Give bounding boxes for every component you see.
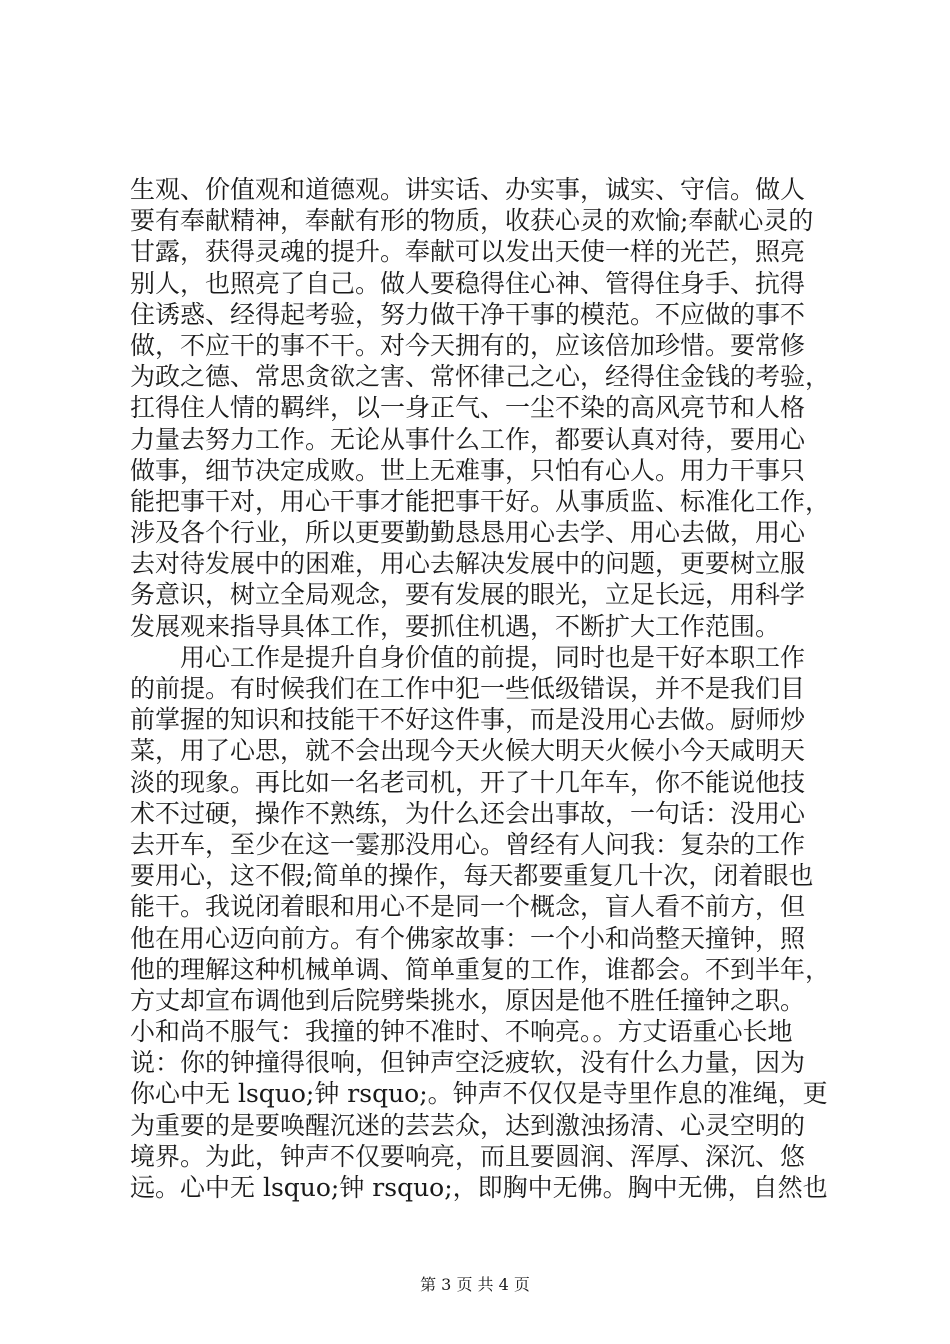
text-line: 能干。我说闭着眼和用心不是同一个概念，盲人看不前方，但 — [130, 892, 806, 922]
text-line: 做事，细节决定成败。世上无难事，只怕有心人。用力干事只 — [130, 455, 806, 485]
text-line: 说：你的钟撞得很响，但钟声空泛疲软，没有什么力量，因为 — [130, 1048, 806, 1078]
text-line: 务意识，树立全局观念，要有发展的眼光，立足长远，用科学 — [130, 580, 806, 610]
text-line: 涉及各个行业，所以更要勤勤恳恳用心去学、用心去做，用心 — [130, 518, 806, 548]
text-line: 的前提。有时候我们在工作中犯一些低级错误，并不是我们目 — [130, 674, 806, 703]
text-line: 甘露，获得灵魂的提升。奉献可以发出天使一样的光芒，照亮 — [130, 237, 806, 267]
text-line: 远。心中无 lsquo;钟 rsquo;，即胸中无佛。胸中无佛，自然也 — [130, 1173, 828, 1202]
text-line: 生观、价值观和道德观。讲实话、办实事，诚实、守信。做人 — [130, 175, 806, 204]
text-line: 为重要的是要唤醒沉迷的芸芸众，达到激浊扬清、心灵空明的 — [130, 1110, 806, 1140]
text-line: 发展观来指导具体工作，要抓住机遇，不断扩大工作范围。 — [130, 611, 781, 641]
text-line: 要用心，这不假;简单的操作，每天都要重复几十次，闭着眼也 — [130, 861, 814, 891]
page-number-footer: 第 3 页 共 4 页 — [420, 1275, 530, 1294]
text-line: 菜，用了心思，就不会出现今天火候大明天火候小今天咸明天 — [130, 736, 806, 766]
text-line: 你心中无 lsquo;钟 rsquo;。钟声不仅仅是寺里作息的准绳，更 — [130, 1079, 828, 1109]
body-text — [130, 174, 850, 1203]
text-line: 住诱惑、经得起考验，努力做干净干事的模范。不应做的事不 — [130, 299, 806, 329]
text-line: 力量去努力工作。无论从事什么工作，都要认真对待，要用心 — [130, 424, 806, 454]
text-line: 他的理解这种机械单调、简单重复的工作，谁都会。不到半年， — [130, 954, 831, 984]
text-line: 小和尚不服气：我撞的钟不准时、不响亮。。方丈语重心长地 — [130, 1017, 793, 1047]
text-line: 前掌握的知识和技能干不好这件事，而是没用心去做。厨师炒 — [130, 705, 806, 735]
text-line: 做，不应干的事不干。对今天拥有的，应该倍加珍惜。要常修 — [130, 330, 806, 360]
text-line: 去对待发展中的困难，用心去解决发展中的问题，更要树立服 — [130, 549, 806, 579]
text-line: 淡的现象。再比如一名老司机，开了十几年车，你不能说他技 — [130, 767, 806, 797]
text-line: 方丈却宣布调他到后院劈柴挑水，原因是他不胜任撞钟之职。 — [130, 985, 806, 1015]
text-line: 为政之德、常思贪欲之害、常怀律己之心，经得住金钱的考验， — [130, 362, 831, 392]
text-line: 境界。为此，钟声不仅要响亮，而且要圆润、浑厚、深沉、悠 — [130, 1141, 806, 1171]
text-line: 去开车，至少在这一霎那没用心。曾经有人问我：复杂的工作 — [130, 829, 806, 859]
text-line: 术不过硬，操作不熟练，为什么还会出事故，一句话：没用心 — [130, 798, 806, 828]
text-line: 扛得住人情的羁绊，以一身正气、一尘不染的高风亮节和人格 — [130, 393, 806, 423]
text-line: 用心工作是提升自身价值的前提，同时也是干好本职工作 — [130, 642, 806, 672]
text-line: 要有奉献精神，奉献有形的物质，收获心灵的欢愉;奉献心灵的 — [130, 206, 814, 236]
text-line: 别人，也照亮了自己。做人要稳得住心神、管得住身手、抗得 — [130, 268, 806, 298]
text-line: 他在用心迈向前方。有个佛家故事：一个小和尚整天撞钟，照 — [130, 923, 806, 953]
text-line: 能把事干对，用心干事才能把事干好。从事质监、标准化工作， — [130, 486, 831, 516]
